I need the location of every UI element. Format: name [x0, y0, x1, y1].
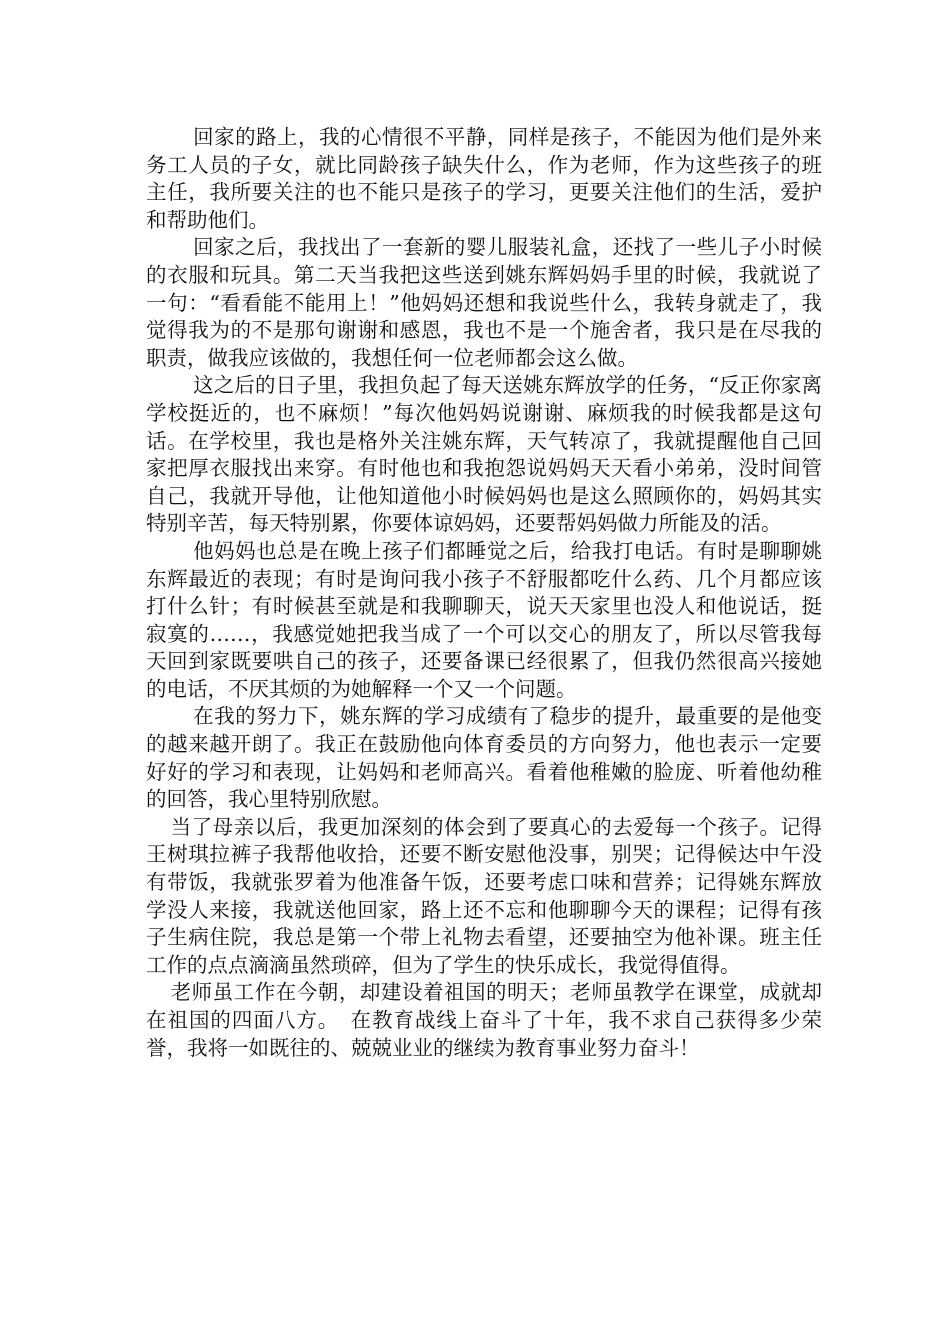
paragraph-7: 老师虽工作在今朝，却建设着祖国的明天；老师虽教学在课堂，成就却在祖国的四面八方。 在教育战线上奋斗了十年，我不求自己获得多少荣誉，我将一如既往的、兢兢业业的继续为教育事业努力奋斗！ [146, 980, 822, 1060]
paragraph-1: 回家的路上，我的心情很不平静，同样是孩子，不能因为他们是外来务工人员的子女，就比同龄孩子缺失什么，作为老师，作为这些孩子的班主任，我所要关注的也不能只是孩子的学习，更要关注他们的生活，爱护和帮助他们。 [146, 125, 822, 232]
document-body [146, 124, 822, 1062]
paragraph-3: 这之后的日子里，我担负起了每天送姚东辉放学的任务，“反正你家离学校挺近的，也不麻烦！”每次他妈妈说谢谢、麻烦我的时候我都是这句话。在学校里，我也是格外关注姚东辉，天气转凉了，我就提醒他自己回家把厚衣服找出来穿。有时他也和我抱怨说妈妈天天看小弟弟，没时间管自己，我就开导他，让他知道他小时候妈妈也是这么照顾你的，妈妈其实特别辛苦，每天特别累，你要体谅妈妈，还要帮妈妈做力所能及的活。 [146, 373, 822, 536]
paragraph-6: 当了母亲以后，我更加深刻的体会到了要真心的去爱每一个孩子。记得王树琪拉裤子我帮他收拾，还要不断安慰他没事，别哭；记得候达中午没有带饭，我就张罗着为他准备午饭，还要考虑口味和营养；记得姚东辉放学没人来接，我就送他回家，路上还不忘和他聊聊今天的课程；记得有孩子生病住院，我总是第一个带上礼物去看望，还要抽空为他补课。班主任工作的点点滴滴虽然琐碎，但为了学生的快乐成长，我觉得值得。 [146, 814, 822, 977]
paragraph-5: 在我的努力下，姚东辉的学习成绩有了稳步的提升，最重要的是他变的越来越开朗了。我正在鼓励他向体育委员的方向努力，他也表示一定要好好的学习和表现，让妈妈和老师高兴。看着他稚嫩的脸庞、听着他幼稚的回答，我心里特别欣慰。 [146, 704, 822, 812]
paragraph-4: 他妈妈也总是在晚上孩子们都睡觉之后，给我打电话。有时是聊聊姚东辉最近的表现；有时是询问我小孩子不舒服都吃什么药、几个月都应该打什么针；有时候甚至就是和我聊聊天，说天天家里也没人和他说话，挺寂寞的……，我感觉她把我当成了一个可以交心的朋友了，所以尽管我每天回到家既要哄自己的孩子，还要备课已经很累了，但我仍然很高兴接她的电话，不厌其烦的为她解释一个又一个问题。 [146, 538, 822, 701]
paragraph-2: 回家之后，我找出了一套新的婴儿服装礼盒，还找了一些儿子小时候的衣服和玩具。第二天当我把这些送到姚东辉妈妈手里的时候，我就说了一句：“看看能不能用上！”他妈妈还想和我说些什么，我转身就走了，我觉得我为的不是那句谢谢和感恩，我也不是一个施舍者，我只是在尽我的职责，做我应该做的，我想任何一位老师都会这么做。 [146, 235, 822, 370]
